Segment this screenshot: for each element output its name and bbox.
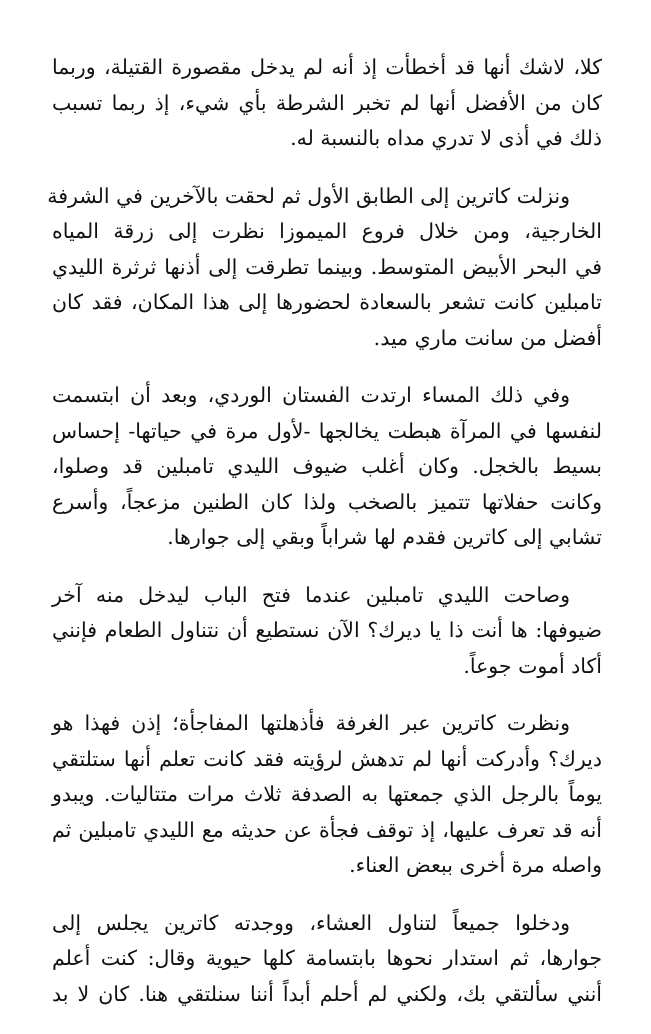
- text-line: ونزلت كاترين إلى الطابق الأول ثم لحقت بالآخرين في الشرفة: [47, 183, 570, 208]
- text-line: في البحر الأبيض المتوسط. وبينما تطرقت إلى أذنها ثرثرة الليدي: [52, 254, 602, 279]
- text-line: جوارها، ثم استدار نحوها بابتسامة كلها حيوية وقال: كنت أعلم: [52, 946, 602, 970]
- text-line: لنفسها في المرآة هبطت يخالجها -لأول مرة في حياتها- إحساس: [52, 418, 602, 443]
- text-line: أكاد أموت جوعاً.: [463, 653, 602, 678]
- text-line: وفي ذلك المساء ارتدت الفستان الوردي، وبعد أن ابتسمت: [52, 383, 570, 407]
- text-line: واصله مرة أخرى ببعض العناء.: [349, 853, 602, 877]
- text-line: ديرك؟ وأدركت أنها لم تدهش لرؤيته فقد كانت تعلم أنها ستلتقي: [52, 746, 602, 771]
- paragraph-1: [52, 50, 602, 157]
- book-page: [47, 50, 602, 1034]
- text-line: أنني سألتقي بك، ولكني لم أحلم أبداً أننا سنلتقي هنا. كان لا بد: [52, 981, 602, 1006]
- text-line: ونظرت كاترين عبر الغرفة فأذهلتها المفاجأة؛ إذن فهذا هو: [52, 711, 570, 735]
- text-line: كان من الأفضل أنها لم تخبر الشرطة بأي شيء، إذ ربما تسبب: [52, 90, 602, 115]
- text-line: كلا، لاشك أنها قد أخطأت إذ أنه لم يدخل مقصورة القتيلة، وربما: [52, 55, 602, 79]
- paragraph-5: [52, 706, 602, 884]
- text-line: الخارجية، ومن خلال فروع الميموزا نظرت إلى زرقة المياه: [52, 219, 602, 243]
- text-line: بسيط بالخجل. وكان أغلب ضيوف الليدي تامبلين قد وصلوا،: [52, 454, 602, 478]
- paragraph-6: [52, 906, 602, 1013]
- text-line: تامبلين كانت تشعر بالسعادة لحضورها إلى هذا المكان، فقد كان: [52, 290, 602, 314]
- text-line: تشابي إلى كاترين فقدم لها شراباً وبقي إلى جوارها.: [167, 525, 602, 549]
- text-line: يوماً بالرجل الذي جمعتها به الصدفة ثلاث مرات متتاليات. ويبدو: [52, 782, 602, 806]
- text-line: أفضل من سانت ماري ميد.: [373, 325, 602, 350]
- text-line: أنه قد تعرف عليها، إذ توقف فجأة عن حديثه مع الليدي تامبلين ثم: [52, 817, 602, 842]
- paragraph-2: [47, 179, 602, 357]
- paragraph-4: [52, 578, 602, 685]
- paragraph-3: [52, 378, 602, 556]
- text-line: ذلك في أذى لا تدري مداه بالنسبة له.: [290, 126, 602, 150]
- text-line: وكانت حفلاتها تتميز بالصخب ولذا كان الطنين مزعجاً، وأسرع: [52, 489, 602, 514]
- text-line: ضيوفها: ها أنت ذا يا ديرك؟ الآن نستطيع أن نتناول الطعام فإنني: [52, 618, 602, 642]
- text-line: وصاحت الليدي تامبلين عندما فتح الباب ليدخل منه آخر: [52, 582, 570, 607]
- text-line: ودخلوا جميعاً لتناول العشاء، ووجدته كاترين يجلس إلى: [52, 910, 570, 935]
